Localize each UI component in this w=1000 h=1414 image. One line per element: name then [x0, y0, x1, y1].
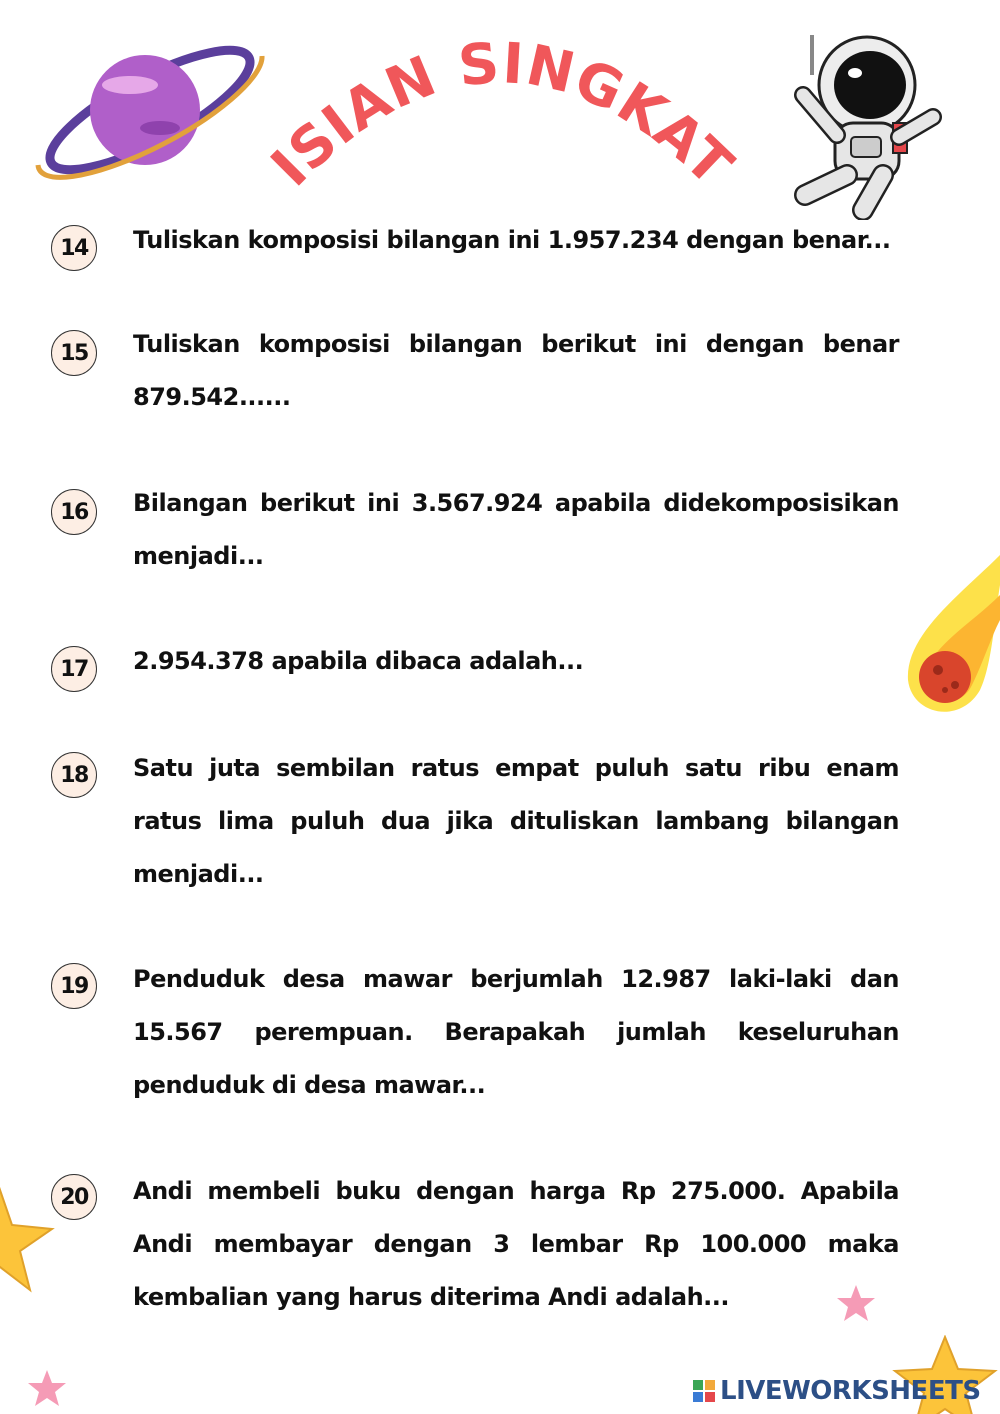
question-text: Tuliskan komposisi bilangan berikut ini dengan benar 879.542......: [133, 330, 899, 411]
question-text: Satu juta sembilan ratus empat puluh satu ribu enam ratus lima puluh dua jika dituliskan lambang bilangan menjadi...: [133, 754, 899, 888]
question-number: 19: [51, 963, 97, 1009]
meteor-icon: [900, 555, 1000, 725]
star-icon: [26, 1368, 68, 1408]
page-title-text: ISIAN SINGKAT: [259, 30, 746, 200]
watermark: [692, 1374, 981, 1408]
question-text: Andi membeli buku dengan harga Rp 275.000. Apabila Andi membayar dengan 3 lembar Rp 100.000 maka kembalian yang harus diterima Andi adalah...: [133, 1177, 899, 1311]
question-text: 2.954.378 apabila dibaca adalah...: [133, 647, 584, 675]
question-number: 16: [51, 489, 97, 535]
question-text: Tuliskan komposisi bilangan ini 1.957.234 dengan benar...: [133, 226, 891, 254]
question-text: Bilangan berikut ini 3.567.924 apabila didekomposisikan menjadi...: [133, 489, 899, 570]
question-text: Penduduk desa mawar berjumlah 12.987 laki-laki dan 15.567 perempuan. Berapakah jumlah keseluruhan penduduk di desa mawar...: [133, 965, 899, 1099]
astronaut-icon: [785, 25, 945, 220]
question-number: 14: [51, 225, 97, 271]
question-number: 18: [51, 752, 97, 798]
planet-icon: [30, 40, 270, 180]
watermark-text: LIVEWORKSHEETS: [720, 1376, 981, 1406]
question-number: 17: [51, 646, 97, 692]
page-title: [250, 30, 750, 230]
liveworksheets-logo-icon: [692, 1379, 716, 1403]
question-number: 15: [51, 330, 97, 376]
question-number: 20: [51, 1174, 97, 1220]
